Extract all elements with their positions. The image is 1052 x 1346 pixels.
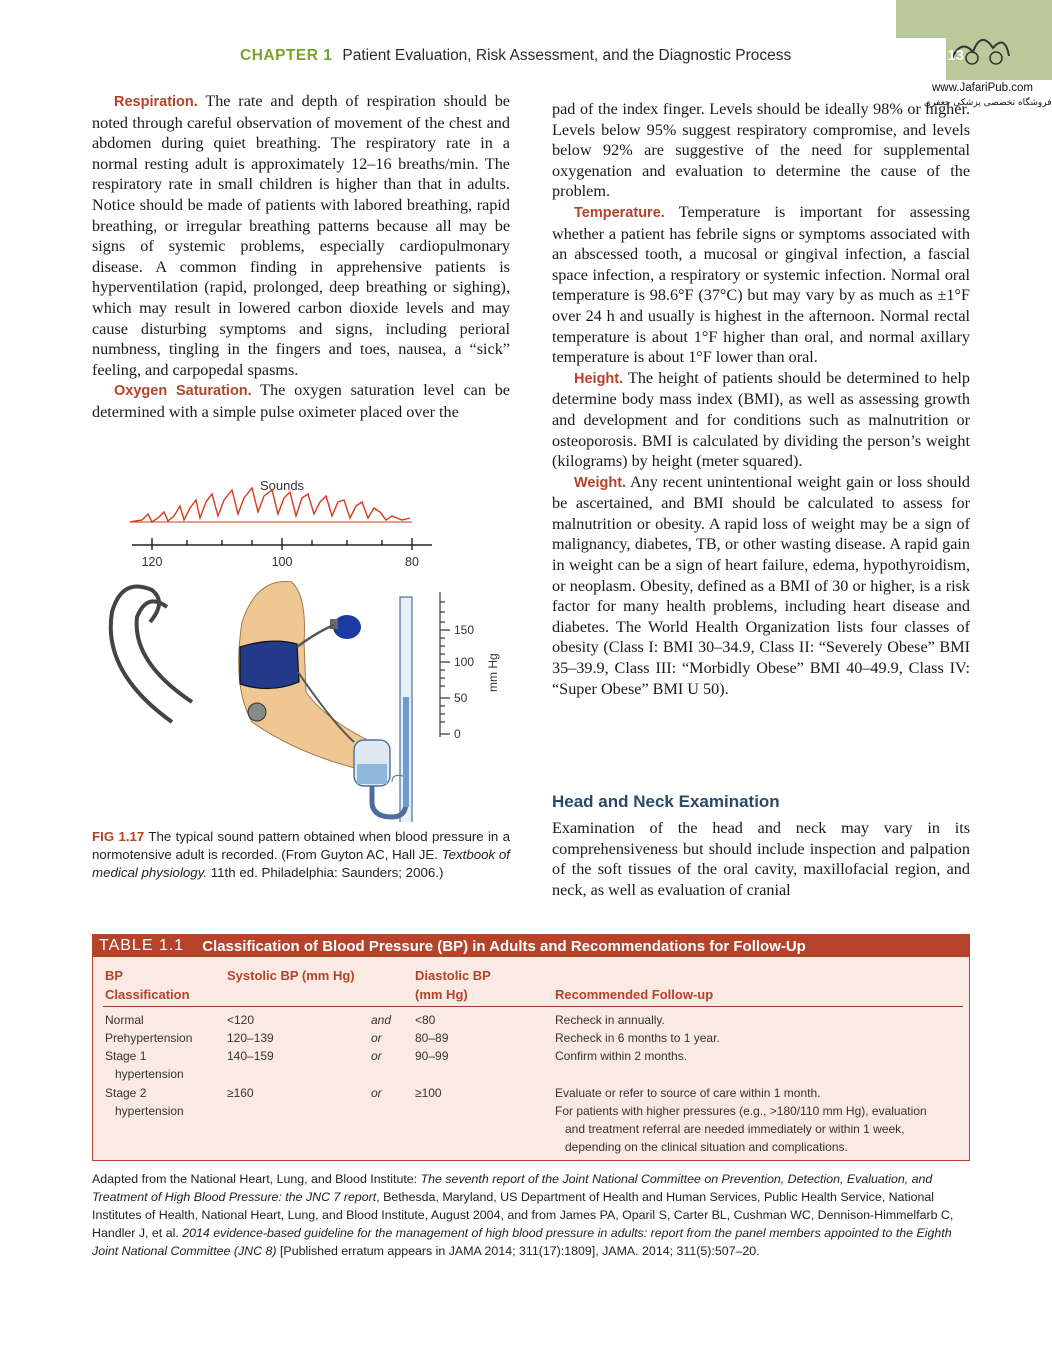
cell-diastolic: ≥100 [415,1086,442,1100]
source-italic-1: The seventh report of the Joint National Committee on Prevention, Detection, Evaluation, and Treatment of High Blood Pressure: the JNC 7 report [92,1172,933,1204]
table-header-rule [103,1006,963,1007]
chapter-label: CHAPTER 1 [240,47,333,64]
cell-diastolic: 90–99 [415,1049,449,1063]
cell-class: Stage 2 [105,1086,147,1100]
cell-class: Stage 1 [105,1049,147,1063]
page-corner [896,0,1052,112]
watermark-persian: فروشگاه تخصصی پزشکی جعفری [924,98,1052,108]
section-paragraph [552,818,970,900]
mmhg-150: 150 [454,623,475,637]
table-number: TABLE 1.1 [99,937,185,954]
running-header [240,47,791,65]
section-heading: Head and Neck Examination [552,792,780,811]
respiration-paragraph [92,91,510,380]
height-text: The height of patients should be determined to help determine body mass index (BMI), as well as assessing growth and development and for conditions such as malnutrition or osteoporosis. BMI is calculated by dividing the person’s weight (kilograms) by height (meter squared). [552,368,970,471]
caption-text-1: The typical sound pattern obtained when blood pressure in a normotensive adult is recorded. (From Guyton AC, Hall JE. [92,829,511,862]
mmhg-0: 0 [454,727,461,741]
figure-1-17 [92,472,522,822]
header-diastolic: Diastolic BP (mm Hg) [415,968,491,1002]
table-source-note [92,1170,970,1260]
cell-class: Normal [105,1013,144,1027]
chapter-title: Patient Evaluation, Risk Assessment, and the Diagnostic Process [342,47,792,64]
cell-systolic: ≥160 [227,1086,254,1100]
respiration-text: The rate and depth of respiration should be noted through careful observation of movement of the chest and abdomen during quiet breathing. The respiratory rate in a normal resting adult is approximately 12–16 breaths/min. The respiratory rate in small children is higher than that in adults. Notice should be made of patients with labored breathing, rapid breathing, or irregular breathing patterns because all may be signs of systemic problems, especially cardiopulmonary disease. A common finding in apprehensive patients is hyperventilation (rapid, prolonged, deep breathing or sighing), which may result in lowered carbon dioxide levels and may cause disturbing symptoms and signs, including perioral numbness, tingling in the fingers and toes, nausea, a “sick” feeling, and carpopedal spasms. [92,92,510,379]
temperature-text: Temperature is important for assessing whether a patient has febrile signs or symptoms associated with an abscessed tooth, a mucosal or gingival infection, a fascial space infection, a respiratory or systemic infection. Normal oral temperature is 98.6°F (37°C) but may vary by as much as ±1°F over 24 h and usually is highest in the afternoon. Normal rectal temperature is about 1°F higher than oral, and normal axillary temperature is about 1°F lower than oral. [552,202,970,367]
cell-followup: Confirm within 2 months. [555,1049,688,1063]
source-italic-2: 2014 evidence-based guideline for the management of high blood pressure in adults: report from the panel members appointed to the Eighth Joint National Committee (JNC 8) [92,1226,952,1258]
respiration-heading: Respiration. [114,94,198,110]
caption-text-2: 11th ed. Philadelphia: Saunders; 2006.) [207,865,444,880]
cell-conj: or [371,1031,382,1045]
weight-paragraph [552,472,970,700]
cell-followup-2: For patients with higher pressures (e.g., >180/110 mm Hg), evaluation [555,1104,927,1118]
oxygen-paragraph [92,380,510,422]
mmhg-50: 50 [454,691,468,705]
table-title: Classification of Blood Pressure (BP) in Adults and Recommendations for Follow-Up [202,937,806,955]
cell-conj: or [371,1086,382,1100]
source-text-3: [Published erratum appears in JAMA 2014; 311(17):1809], JAMA. 2014; 311(5):507–20. [276,1244,760,1258]
cell-followup-3: and treatment referral are needed immediately or within 1 week, [565,1122,905,1136]
cell-conj: and [371,1013,392,1027]
section-text: Examination of the head and neck may vary in its comprehensiveness but should include inspection and palpation of the soft tissues of the oral cavity, maxillofacial region, and neck, as well as evaluation of cranial [552,819,970,899]
cell-class-2: hypertension [115,1067,184,1081]
right-column [552,99,970,699]
source-text-2: , Bethesda, Maryland, US Department of Health and Human Services, Public Health Service, National Institutes of Health, National Heart, Lung, and Blood Institute, August 2004, and from James PA, Oparil S, Carter BL, Cushman WC, Dennison-Himmelfarb C, Handler J, et al. [92,1190,954,1240]
oxygen-continued: pad of the index finger. Levels should be ideally 98% or higher. Levels below 95% suggest respiratory compromise, and levels below 92% are suggestive of the need for supplemental oxygenation and evaluation to determine the cause of the problem. [552,100,970,201]
left-column [92,91,510,423]
bp-table [92,934,970,1161]
cell-followup: Recheck in 6 months to 1 year. [555,1031,720,1045]
temperature-heading: Temperature. [574,204,665,221]
cell-conj: or [371,1049,382,1063]
header-bp-class: BP Classification [105,968,190,1002]
table-title-bar [93,935,969,957]
cell-followup: Evaluate or refer to source of care within 1 month. [555,1086,821,1100]
caption-label: FIG 1.17 [92,829,145,844]
caption-italic: Textbook of medical physiology. [92,847,510,880]
header-followup: Recommended Follow-up [555,987,714,1002]
cell-systolic: 140–159 [227,1049,274,1063]
watermark-url: www.JafariPub.com [932,82,1033,94]
mmhg-axis-label: mm Hg [486,653,500,692]
temperature-paragraph [552,202,970,368]
oxygen-text: The oxygen saturation level can be determined with a simple pulse oximeter placed over the [92,381,510,421]
cell-diastolic: 80–89 [415,1031,449,1045]
scale-100: 100 [271,555,293,569]
mmhg-100: 100 [454,655,475,669]
cell-followup: Recheck in annually. [555,1013,665,1027]
page-number: 13 [947,47,964,64]
height-heading: Height. [574,370,624,387]
height-paragraph [552,368,970,472]
header-systolic: Systolic BP (mm Hg) [227,968,355,983]
cell-followup-4: depending on the clinical situation and complications. [565,1140,848,1154]
figure-caption [92,828,510,882]
source-text-1: Adapted from the National Heart, Lung, and Blood Institute: [92,1172,421,1186]
page-number-tab [896,0,1052,112]
weight-text: Any recent unintentional weight gain or loss should be ascertained, and BMI should be calculated to assess for malnutrition or obesity. A rapid loss of weight may be a sign of malignancy, diabetes, TB, or other wasting disease. A rapid gain in weight can be a sign of heart failure, edema, hypothyroidism, or neoplasm. Obesity, defined as a BMI of 30 or higher, is a risk factor for many health problems, including heart disease and diabetes. The World Health Organization lists four classes of obesity (Class I: BMI 30–34.9, Class II: “Severely Obese” BMI 35–39.9, Class III: “Morbidly Obese” BMI 40–49.9, Class IV: “Super Obese” BMI U 50). [552,472,970,698]
scale-120: 120 [141,555,163,569]
cell-class: Prehypertension [105,1031,193,1045]
weight-heading: Weight. [574,474,627,491]
cell-class-2: hypertension [115,1104,184,1118]
oxygen-heading: Oxygen Saturation. [114,383,252,400]
sounds-label: Sounds [259,478,305,493]
scale-80: 80 [405,555,419,569]
bp-illustration [92,472,522,822]
cell-systolic: <120 [227,1013,255,1027]
cell-systolic: 120–139 [227,1031,274,1045]
cell-diastolic: <80 [415,1013,436,1027]
